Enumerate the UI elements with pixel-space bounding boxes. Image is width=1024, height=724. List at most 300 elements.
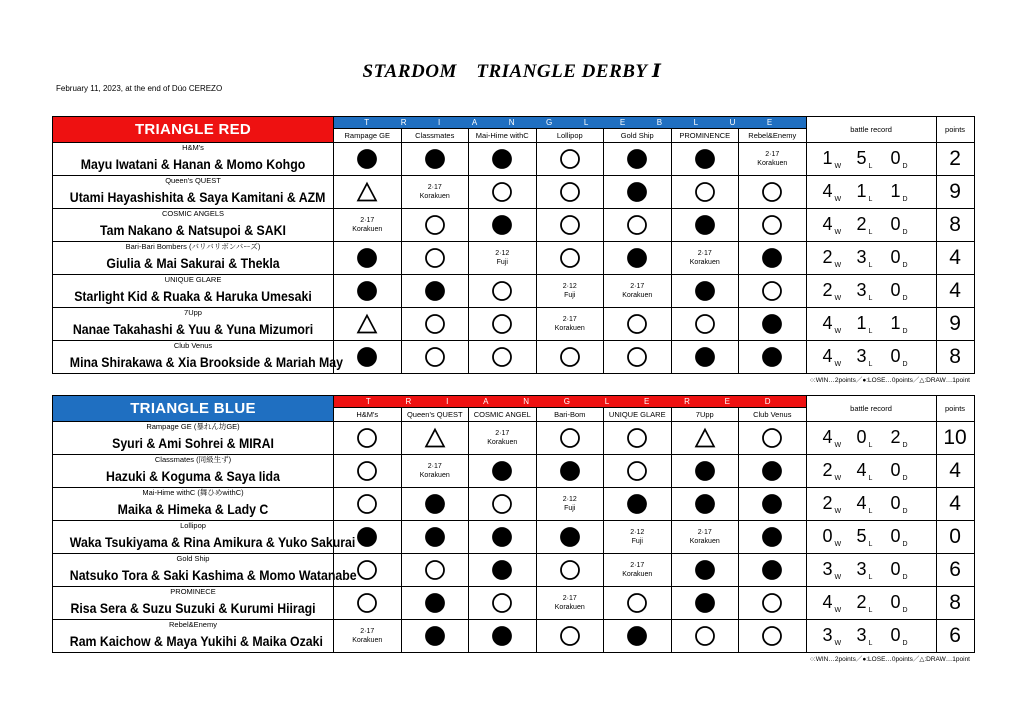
- record-suffix: W: [834, 442, 842, 449]
- win-icon: [559, 148, 581, 170]
- red-standings-table: [52, 116, 975, 374]
- lose-icon: [491, 559, 513, 581]
- banner-letter: E: [766, 118, 776, 127]
- result-cell: [604, 143, 672, 176]
- win-icon: [559, 346, 581, 368]
- win-icon: [559, 214, 581, 236]
- result-cell: [604, 242, 672, 275]
- battle-record: [806, 242, 936, 275]
- banner-letter: R: [400, 118, 410, 127]
- unit-cell: [53, 521, 356, 554]
- points: 8: [936, 209, 974, 242]
- result-cell: [334, 275, 402, 308]
- record-l: 5: [856, 526, 867, 546]
- result-cell: [401, 176, 469, 209]
- win-icon: [559, 559, 581, 581]
- battle-record: [806, 209, 936, 242]
- record-d: 0: [890, 493, 901, 513]
- record-suffix: D: [902, 229, 908, 236]
- table-row: [53, 422, 975, 455]
- banner-letter: I: [438, 118, 444, 127]
- result-cell: [469, 308, 537, 341]
- pending-match: 2·12 Fuji: [562, 496, 577, 512]
- lose-icon: [626, 493, 648, 515]
- result-cell: [401, 521, 469, 554]
- result-cell: [536, 521, 604, 554]
- lose-icon: [626, 247, 648, 269]
- banner-letter: G: [563, 397, 573, 406]
- win-icon: [356, 460, 378, 482]
- unit-name: Classmates (同級生ず): [154, 455, 232, 464]
- result-cell: [536, 143, 604, 176]
- record-w: 4: [822, 427, 833, 447]
- record-suffix: W: [834, 607, 842, 614]
- result-cell: [604, 521, 672, 554]
- record-w: 4: [822, 214, 833, 234]
- lose-icon: [694, 214, 716, 236]
- result-cell: [671, 143, 739, 176]
- result-cell: [334, 242, 402, 275]
- result-cell: [604, 209, 672, 242]
- result-cell: [469, 242, 537, 275]
- draw-icon: [424, 427, 446, 449]
- lose-icon: [626, 625, 648, 647]
- unit-members: Utami Hayashishita & Saya Kamitani & AZM: [69, 189, 326, 205]
- points-header: points: [936, 396, 974, 422]
- record-w: 2: [822, 247, 833, 267]
- win-icon: [491, 592, 513, 614]
- result-cell: [401, 209, 469, 242]
- unit-members: Maika & Himeka & Lady C: [117, 501, 269, 517]
- banner-letter: U: [729, 118, 739, 127]
- result-cell: [401, 554, 469, 587]
- pending-match: 2·17 Korakuen: [419, 184, 450, 200]
- record-suffix: L: [868, 541, 873, 548]
- win-icon: [626, 214, 648, 236]
- banner-letter: E: [619, 118, 629, 127]
- banner-letter: B: [656, 118, 666, 127]
- result-cell: [334, 209, 402, 242]
- unit-name: Club Venus: [173, 341, 213, 350]
- unit-cell: [53, 308, 334, 341]
- result-cell: [671, 422, 739, 455]
- record-suffix: W: [834, 163, 842, 170]
- win-icon: [491, 313, 513, 335]
- win-icon: [424, 313, 446, 335]
- table-row: [53, 209, 975, 242]
- points: 8: [936, 341, 974, 374]
- result-cell: [739, 554, 807, 587]
- battle-record: [806, 308, 936, 341]
- win-icon: [694, 313, 716, 335]
- table-row: [53, 275, 975, 308]
- result-cell: [536, 455, 604, 488]
- result-cell: [739, 143, 807, 176]
- lose-icon: [694, 493, 716, 515]
- banner-letter: R: [684, 397, 693, 406]
- points-header: points: [936, 117, 974, 143]
- lose-icon: [694, 559, 716, 581]
- opponent-banner: [334, 117, 807, 129]
- record-l: 3: [856, 280, 867, 300]
- record-suffix: L: [868, 361, 873, 368]
- win-icon: [694, 181, 716, 203]
- result-cell: [334, 587, 402, 620]
- blue-standings-table: [52, 395, 975, 653]
- result-cell: [469, 275, 537, 308]
- result-cell: [604, 488, 672, 521]
- lose-icon: [356, 346, 378, 368]
- result-cell: [604, 587, 672, 620]
- record-d: 0: [890, 214, 901, 234]
- lose-icon: [356, 148, 378, 170]
- lose-icon: [761, 313, 783, 335]
- win-icon: [626, 427, 648, 449]
- points: 4: [936, 488, 974, 521]
- points: 2: [936, 143, 974, 176]
- unit-members: Nanae Takahashi & Yuu & Yuna Mizumori: [72, 321, 314, 337]
- points: 0: [936, 521, 974, 554]
- record-suffix: W: [834, 574, 842, 581]
- page-subtitle: February 11, 2023, at the end of Dúo CEREZO: [56, 84, 223, 93]
- record-suffix: D: [902, 475, 908, 482]
- record-suffix: L: [868, 442, 873, 449]
- record-d: 0: [890, 346, 901, 366]
- pending-match: 2·17 Korakuen: [554, 316, 585, 332]
- result-cell: [536, 209, 604, 242]
- banner-letter: E: [724, 397, 733, 406]
- record-w: 2: [822, 493, 833, 513]
- pending-match: 2·17 Korakuen: [757, 151, 788, 167]
- result-cell: [334, 176, 402, 209]
- result-cell: [739, 275, 807, 308]
- record-l: 2: [856, 592, 867, 612]
- record-suffix: L: [868, 328, 873, 335]
- result-cell: [469, 521, 537, 554]
- lose-icon: [761, 493, 783, 515]
- unit-cell: [53, 209, 334, 242]
- record-suffix: D: [902, 196, 908, 203]
- win-icon: [491, 181, 513, 203]
- unit-name: Rebel&Enemy: [169, 620, 217, 629]
- record-suffix: W: [834, 475, 842, 482]
- battle-record: [806, 521, 936, 554]
- banner-letter: R: [405, 397, 415, 406]
- record-suffix: L: [868, 262, 873, 269]
- unit-name: COSMIC ANGELS: [161, 209, 225, 218]
- points: 8: [936, 587, 974, 620]
- result-cell: [334, 341, 402, 374]
- record-suffix: L: [868, 163, 873, 170]
- opponent-header: Lollipop: [536, 129, 604, 143]
- battle-record: [806, 143, 936, 176]
- lose-icon: [491, 214, 513, 236]
- result-cell: [671, 521, 739, 554]
- result-cell: [671, 455, 739, 488]
- result-cell: [469, 422, 537, 455]
- table-row: [53, 341, 975, 374]
- record-suffix: D: [902, 607, 908, 614]
- record-w: 4: [822, 592, 833, 612]
- win-icon: [761, 592, 783, 614]
- lose-icon: [424, 625, 446, 647]
- record-l: 0: [856, 427, 867, 447]
- team-label: TRIANGLE RED: [53, 117, 334, 143]
- opponent-header: 7Upp: [671, 408, 739, 422]
- result-cell: [469, 455, 537, 488]
- record-suffix: D: [902, 541, 908, 548]
- result-cell: [469, 554, 537, 587]
- win-icon: [356, 493, 378, 515]
- record-w: 3: [822, 625, 833, 645]
- lose-icon: [626, 148, 648, 170]
- result-cell: [536, 275, 604, 308]
- opponent-header: Classmates: [401, 129, 469, 143]
- record-d: 1: [890, 313, 901, 333]
- table-row: [53, 620, 975, 653]
- result-cell: [671, 587, 739, 620]
- record-suffix: D: [902, 640, 908, 647]
- win-icon: [491, 280, 513, 302]
- record-l: 4: [856, 493, 867, 513]
- battle-record-header: battle record: [806, 117, 936, 143]
- win-icon: [761, 214, 783, 236]
- pending-match: 2·17 Korakuen: [487, 430, 518, 446]
- unit-cell: [53, 341, 343, 374]
- table-row: [53, 587, 975, 620]
- result-cell: [604, 275, 672, 308]
- result-cell: [739, 422, 807, 455]
- result-cell: [334, 422, 402, 455]
- result-cell: [334, 455, 402, 488]
- result-cell: [536, 176, 604, 209]
- unit-members: Hazuki & Koguma & Saya Iida: [106, 468, 280, 484]
- result-cell: [536, 620, 604, 653]
- result-cell: [401, 242, 469, 275]
- record-w: 2: [822, 460, 833, 480]
- lose-icon: [424, 526, 446, 548]
- result-cell: [739, 308, 807, 341]
- result-cell: [469, 176, 537, 209]
- points: 9: [936, 308, 974, 341]
- result-cell: [401, 143, 469, 176]
- record-suffix: W: [834, 295, 842, 302]
- win-icon: [491, 346, 513, 368]
- opponent-header: Bari-Bom: [536, 408, 604, 422]
- record-l: 1: [856, 181, 867, 201]
- record-d: 0: [890, 460, 901, 480]
- record-w: 4: [822, 313, 833, 333]
- record-d: 2: [890, 427, 901, 447]
- unit-members: Syuri & Ami Sohrei & MIRAI: [112, 435, 274, 451]
- banner-letter: A: [483, 397, 492, 406]
- lose-icon: [761, 559, 783, 581]
- result-cell: [334, 620, 402, 653]
- unit-cell: [53, 422, 334, 455]
- result-cell: [401, 308, 469, 341]
- record-suffix: L: [868, 574, 873, 581]
- pending-match: 2·12 Fuji: [495, 250, 510, 266]
- result-cell: [671, 242, 739, 275]
- record-d: 0: [890, 526, 901, 546]
- record-l: 3: [856, 559, 867, 579]
- win-icon: [424, 247, 446, 269]
- battle-record: [806, 455, 936, 488]
- unit-cell: [53, 620, 334, 653]
- table-row: [53, 554, 975, 587]
- win-icon: [356, 427, 378, 449]
- record-suffix: D: [902, 295, 908, 302]
- battle-record: [806, 587, 936, 620]
- banner-letter: E: [643, 397, 653, 406]
- table-row: [53, 176, 975, 209]
- unit-members: Waka Tsukiyama & Rina Amikura & Yuko Sakurai: [69, 534, 356, 550]
- unit-name: 7Upp: [184, 308, 202, 317]
- record-suffix: W: [834, 229, 842, 236]
- result-cell: [739, 488, 807, 521]
- lose-icon: [559, 526, 581, 548]
- unit-name: Bari-Bari Bombers (バリバリボンバーズ): [125, 242, 261, 251]
- lose-icon: [694, 460, 716, 482]
- result-cell: [671, 620, 739, 653]
- result-cell: [469, 209, 537, 242]
- record-w: 2: [822, 280, 833, 300]
- win-icon: [626, 346, 648, 368]
- win-icon: [626, 313, 648, 335]
- lose-icon: [694, 592, 716, 614]
- win-icon: [559, 625, 581, 647]
- unit-name: Queen's QUEST: [165, 176, 221, 185]
- pending-match: 2·17 Korakuen: [689, 250, 720, 266]
- lose-icon: [424, 280, 446, 302]
- win-icon: [424, 214, 446, 236]
- result-cell: [739, 176, 807, 209]
- record-suffix: L: [868, 607, 873, 614]
- opponent-header: COSMIC ANGEL: [469, 408, 537, 422]
- opponent-header: Mai-Hime withC: [469, 129, 537, 143]
- lose-icon: [424, 592, 446, 614]
- record-suffix: W: [834, 640, 842, 647]
- pending-match: 2·17 Korakuen: [352, 628, 383, 644]
- result-cell: [401, 275, 469, 308]
- record-d: 0: [890, 148, 901, 168]
- record-suffix: W: [834, 361, 842, 368]
- table-row: [53, 521, 975, 554]
- result-cell: [604, 308, 672, 341]
- lose-icon: [356, 526, 378, 548]
- triangle-blue-section: [52, 395, 975, 663]
- record-l: 1: [856, 313, 867, 333]
- unit-cell: [53, 176, 334, 209]
- result-cell: [401, 620, 469, 653]
- unit-cell: [53, 455, 334, 488]
- record-suffix: L: [868, 640, 873, 647]
- table-row: [53, 308, 975, 341]
- points: 4: [936, 275, 974, 308]
- lose-icon: [626, 181, 648, 203]
- lose-icon: [761, 247, 783, 269]
- battle-record: [806, 176, 936, 209]
- record-suffix: D: [902, 262, 908, 269]
- lose-icon: [356, 247, 378, 269]
- result-cell: [671, 308, 739, 341]
- opponent-header: H&M's: [334, 408, 402, 422]
- battle-record: [806, 275, 936, 308]
- win-icon: [761, 280, 783, 302]
- lose-icon: [491, 526, 513, 548]
- record-w: 4: [822, 181, 833, 201]
- banner-letter: T: [365, 397, 374, 406]
- unit-members: Risa Sera & Suzu Suzuki & Kurumi Hiiragi: [70, 600, 316, 616]
- lose-icon: [559, 460, 581, 482]
- result-cell: [401, 488, 469, 521]
- points: 6: [936, 620, 974, 653]
- page-title: STARDOM TRIANGLE DERBY Ⅰ: [362, 61, 662, 82]
- record-suffix: D: [902, 442, 908, 449]
- record-suffix: D: [902, 508, 908, 515]
- opponent-header: Queen's QUEST: [401, 408, 469, 422]
- unit-cell: [53, 554, 357, 587]
- result-cell: [671, 176, 739, 209]
- pending-match: 2·17 Korakuen: [622, 283, 653, 299]
- unit-name: Mai-Hime withC (舞ひめwithC): [142, 488, 244, 497]
- result-cell: [536, 488, 604, 521]
- banner-letter: N: [523, 397, 532, 406]
- lose-icon: [694, 280, 716, 302]
- result-cell: [604, 554, 672, 587]
- opponent-header: Club Venus: [739, 408, 807, 422]
- table-row: [53, 488, 975, 521]
- win-icon: [626, 460, 648, 482]
- lose-icon: [356, 280, 378, 302]
- record-l: 3: [856, 247, 867, 267]
- win-icon: [491, 493, 513, 515]
- battle-record: [806, 422, 936, 455]
- result-cell: [739, 587, 807, 620]
- result-cell: [401, 341, 469, 374]
- lose-icon: [491, 460, 513, 482]
- lose-icon: [424, 493, 446, 515]
- record-d: 0: [890, 625, 901, 645]
- banner-letter: G: [546, 118, 556, 127]
- battle-record: [806, 341, 936, 374]
- result-cell: [536, 587, 604, 620]
- points: 9: [936, 176, 974, 209]
- banner-letter: A: [471, 118, 481, 127]
- result-cell: [739, 209, 807, 242]
- draw-icon: [694, 427, 716, 449]
- result-cell: [604, 176, 672, 209]
- record-l: 5: [856, 148, 867, 168]
- lose-icon: [491, 625, 513, 647]
- unit-members: Starlight Kid & Ruaka & Haruka Umesaki: [74, 288, 312, 304]
- record-suffix: D: [902, 574, 908, 581]
- result-cell: [334, 143, 402, 176]
- lose-icon: [694, 148, 716, 170]
- pending-match: 2·17 Korakuen: [622, 562, 653, 578]
- result-cell: [536, 341, 604, 374]
- record-suffix: L: [868, 475, 873, 482]
- result-cell: [469, 341, 537, 374]
- record-suffix: W: [834, 508, 842, 515]
- record-suffix: L: [868, 508, 873, 515]
- banner-letter: L: [693, 118, 702, 127]
- unit-name: Gold Ship: [176, 554, 210, 563]
- record-l: 2: [856, 214, 867, 234]
- result-cell: [401, 422, 469, 455]
- win-icon: [356, 559, 378, 581]
- unit-name: Lollipop: [180, 521, 206, 530]
